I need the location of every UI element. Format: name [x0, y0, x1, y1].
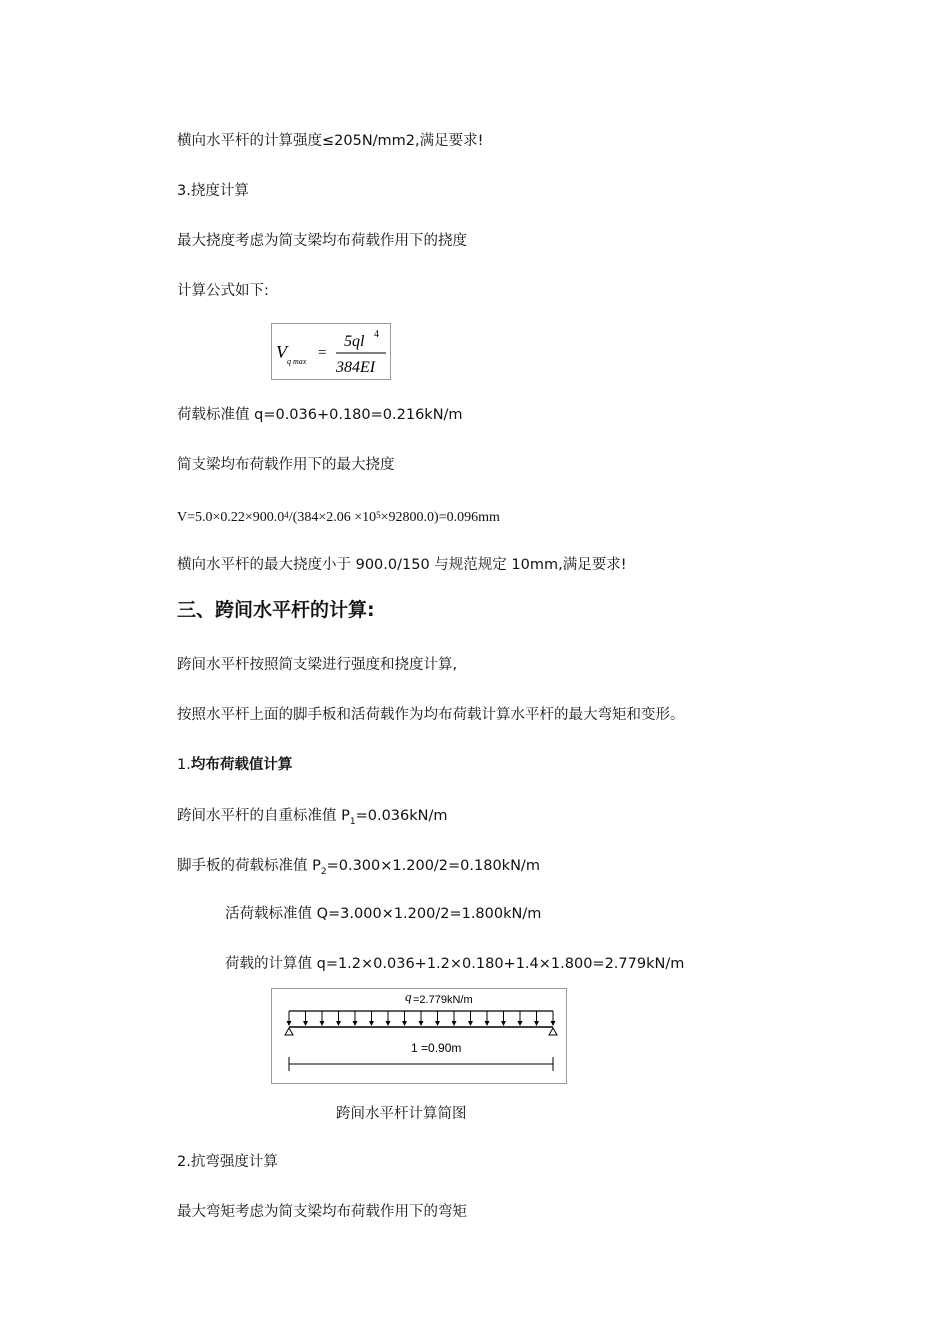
load-arrow-head [551, 1021, 556, 1026]
section-bending-title: 2.抗弯强度计算 [177, 1154, 278, 1170]
beam-svg [272, 989, 566, 1083]
subsection-title: 均布荷载值计算 [190, 757, 293, 773]
p1-subscript: 1 [349, 817, 356, 827]
self-weight-line [177, 806, 448, 828]
bending-intro: 最大弯矩考虑为简支梁均布荷载作用下的弯矩 [177, 1204, 467, 1220]
self-weight-label: 跨间水平杆的自重标准值 P [177, 808, 350, 824]
subsection-uniform-load [177, 755, 292, 775]
right-support-icon [549, 1028, 557, 1035]
scaffold-board-label: 脚手板的荷载标准值 P [177, 858, 321, 874]
load-arrow-head [452, 1021, 457, 1026]
load-arrow-head [501, 1021, 506, 1026]
live-load-line: 活荷载标准值 Q=3.000×1.200/2=1.800kN/m [225, 906, 542, 922]
p2-subscript: 2 [320, 867, 327, 877]
diagram-caption: 跨间水平杆计算简图 [336, 1106, 467, 1122]
load-arrow-head [303, 1021, 308, 1026]
load-arrow-head [534, 1021, 539, 1026]
load-arrow-head [419, 1021, 424, 1026]
beam-diagram [271, 988, 567, 1084]
formula-equals: = [318, 345, 327, 361]
scaffold-board-line [177, 856, 540, 878]
load-arrow-head [518, 1021, 523, 1026]
load-arrow-head [468, 1021, 473, 1026]
calc-exp-5: 5 [376, 510, 381, 520]
strength-conclusion: 横向水平杆的计算强度≤205N/mm2,满足要求! [177, 133, 484, 149]
formula-num-exponent: 4 [374, 329, 379, 340]
max-deflection-label: 简支梁均布荷载作用下的最大挠度 [177, 457, 395, 473]
deflection-formula [271, 323, 391, 380]
span-label: 1 =0.90m [411, 1041, 462, 1055]
load-arrow-head [485, 1021, 490, 1026]
scaffold-board-value: =0.300×1.200/2=0.180kN/m [326, 858, 540, 874]
deflection-intro: 最大挠度考虑为简支梁均布荷载作用下的挠度 [177, 233, 467, 249]
formula-lhs: V [276, 342, 287, 362]
formula-denominator: 384EI [336, 359, 376, 376]
span-bar-method: 按照水平杆上面的脚手板和活荷载作为均布荷载计算水平杆的最大弯矩和变形。 [177, 707, 685, 723]
left-support-icon [285, 1028, 293, 1035]
formula-intro: 计算公式如下: [177, 283, 269, 299]
load-arrow-head [320, 1021, 325, 1026]
load-arrow-head [336, 1021, 341, 1026]
load-arrow-head [369, 1021, 374, 1026]
self-weight-value: =0.036kN/m [355, 808, 448, 824]
calc-exp-4: 4 [284, 510, 289, 520]
formula-lhs-sub: q max [287, 357, 307, 366]
load-arrow-head [386, 1021, 391, 1026]
load-standard-value: 荷载标准值 q=0.036+0.180=0.216kN/m [177, 407, 463, 423]
load-arrow-head [435, 1021, 440, 1026]
load-arrows [287, 1011, 556, 1026]
load-arrow-head [402, 1021, 407, 1026]
deflection-conclusion: 横向水平杆的最大挠度小于 900.0/150 与规范规定 10mm,满足要求! [177, 557, 627, 573]
calc-part-c: /(384×2.06 ×10 [288, 510, 377, 525]
calc-part-e: ×92800.0)=0.096mm [380, 510, 500, 525]
load-arrow-head [287, 1021, 292, 1026]
design-load-line: 荷载的计算值 q=1.2×0.036+1.2×0.180+1.4×1.800=2.779kN/m [225, 956, 685, 972]
calc-part-a: V=5.0×0.22×900.0 [177, 510, 285, 525]
formula-numerator: 5ql [344, 333, 365, 350]
subsection-number: 1. [177, 757, 191, 773]
load-symbol-q: q [405, 989, 412, 1004]
section-deflection-title: 3.挠度计算 [177, 183, 249, 199]
load-arrow-head [353, 1021, 358, 1026]
section-heading: 三、跨间水平杆的计算: [177, 599, 375, 621]
formula-svg [272, 324, 390, 379]
span-bar-intro: 跨间水平杆按照简支梁进行强度和挠度计算, [177, 657, 458, 673]
deflection-calc [177, 508, 500, 528]
load-value-label: =2.779kN/m [413, 994, 473, 1006]
